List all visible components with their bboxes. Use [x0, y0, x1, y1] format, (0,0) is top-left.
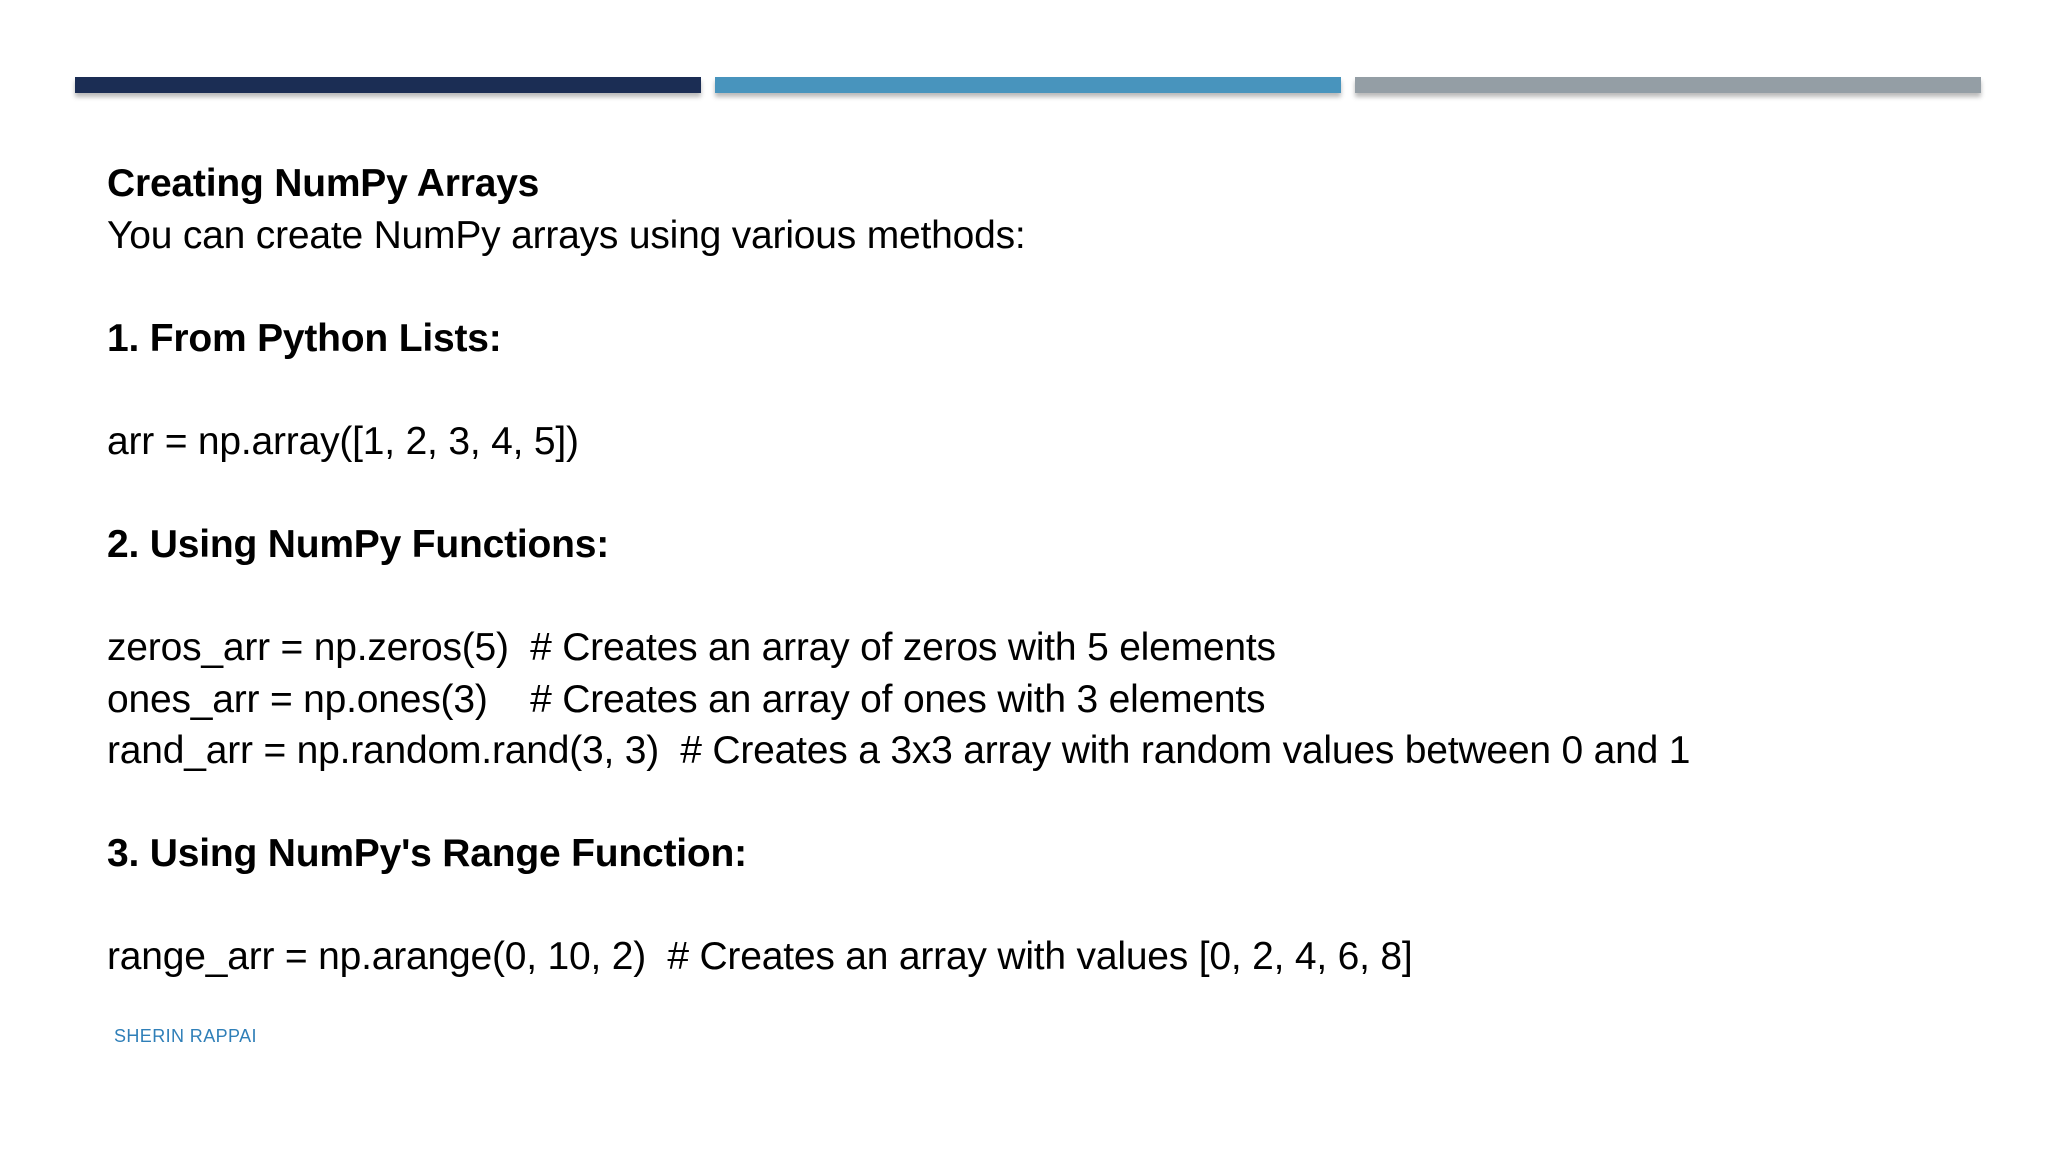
section-2-heading: 2. Using NumPy Functions: — [107, 523, 610, 566]
code-line: range_arr = np.arange(0, 10, 2) # Creates an array with values [0, 2, 4, 6, 8] — [107, 935, 1413, 978]
accent-bar-navy — [75, 77, 701, 93]
footer-author: SHERIN RAPPAI — [114, 1026, 257, 1046]
accent-bar-gray — [1355, 77, 1981, 93]
code-line: zeros_arr = np.zeros(5) # Creates an array of zeros with 5 elements — [107, 626, 1276, 669]
slide-title: Creating NumPy Arrays — [107, 162, 540, 205]
section-3-heading: 3. Using NumPy's Range Function: — [107, 832, 747, 875]
code-line: arr = np.array([1, 2, 3, 4, 5]) — [107, 420, 579, 463]
accent-bars — [75, 77, 1981, 93]
intro-text: You can create NumPy arrays using various methods: — [107, 214, 1026, 257]
code-line: ones_arr = np.ones(3) # Creates an array of ones with 3 elements — [107, 678, 1266, 721]
section-1-heading: 1. From Python Lists: — [107, 317, 502, 360]
code-line: rand_arr = np.random.rand(3, 3) # Creates a 3x3 array with random values between 0 and 1 — [107, 729, 1691, 772]
accent-bar-blue — [715, 77, 1341, 93]
